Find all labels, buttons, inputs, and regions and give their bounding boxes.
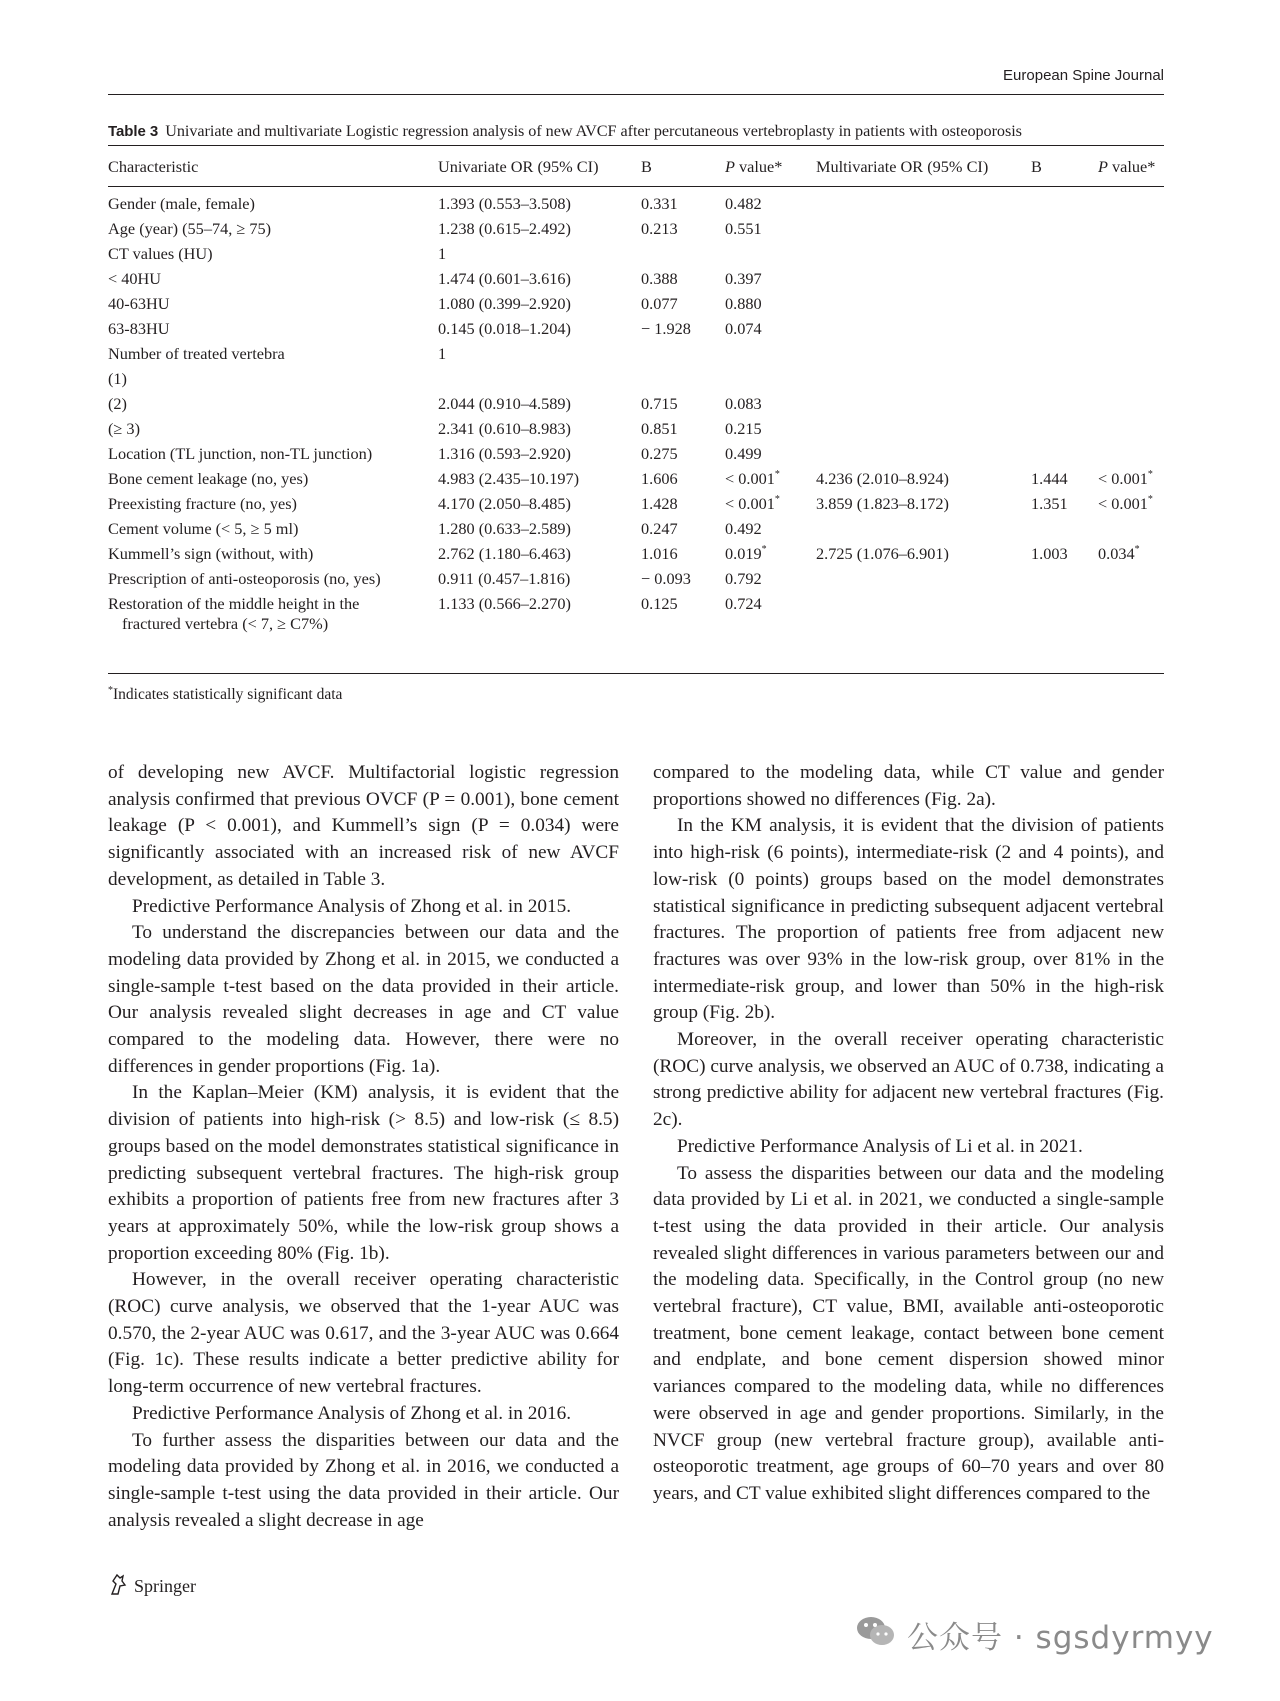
table-caption <box>108 122 1168 141</box>
cell-text: 4.170 (2.050–8.485) <box>438 494 571 513</box>
table-cell-u <box>438 419 571 439</box>
table-footnote <box>108 686 342 704</box>
table-cell-b <box>641 394 678 414</box>
cell-text: < 0.001 <box>1098 469 1148 488</box>
cell-text: 1.238 (0.615–2.492) <box>438 219 571 238</box>
cell-text: 1 <box>438 344 447 363</box>
cell-text: 4.983 (2.435–10.197) <box>438 469 580 488</box>
table-cell-u <box>438 594 571 614</box>
table-cell-p <box>725 569 762 589</box>
significance-mark: * <box>774 494 780 505</box>
cell-text: 1.003 <box>1031 544 1068 563</box>
table-cell-b <box>641 444 678 464</box>
table-header-rule <box>108 186 1164 187</box>
table-cell-c <box>108 444 372 464</box>
table-cell-p <box>725 394 762 414</box>
table-cell-b <box>641 494 678 514</box>
table-cell-b <box>641 569 691 589</box>
cell-text: Prescription of anti-osteoporosis (no, yes) <box>108 569 381 588</box>
table-cell-c <box>108 519 298 539</box>
table-caption-text: Univariate and multivariate Logistic regression analysis of new AVCF after percutaneous vertebroplasty in patients with osteoporosis <box>165 122 1022 140</box>
publisher-footer <box>108 1572 196 1601</box>
cell-text: 3.859 (1.823–8.172) <box>816 494 949 513</box>
table-cell-p <box>725 294 762 314</box>
table-cell-mb <box>1031 544 1068 564</box>
table-cell-p <box>725 544 767 564</box>
table-cell-c <box>108 369 127 389</box>
paragraph: compared to the modeling data, while CT value and gender proportions showed no differences (Fig. 2a). <box>653 762 1164 810</box>
col-header-univariate-b: B <box>641 157 652 176</box>
table-cell-b <box>641 469 678 489</box>
cell-text: Number of treated vertebra <box>108 344 285 363</box>
significance-mark: * <box>1134 544 1140 555</box>
table-cell-u <box>438 469 579 489</box>
text-column-left <box>108 760 619 1534</box>
col-header-univariate-p: P value* <box>725 157 783 176</box>
table-cell-p <box>725 469 780 489</box>
cell-text: 0.851 <box>641 419 678 438</box>
table-cell-p <box>725 319 762 339</box>
cell-text: 0.019 <box>725 544 762 563</box>
footnote-mark: * <box>108 685 113 696</box>
cell-text: 1.133 (0.566–2.270) <box>438 594 571 613</box>
table-cell-p <box>725 219 762 239</box>
table-cell-b <box>641 544 678 564</box>
significance-mark: * <box>1147 469 1153 480</box>
paragraph: In the KM analysis, it is evident that the division of patients into high-risk (6 points), intermediate-risk (2 and 4 points), and low-risk (0 points) groups based on the model demonstrates statistical significance in predicting subsequent adjacent vertebral fractures. The proportion of patients free from adjacent new fractures was over 93% in the low-risk group, over 81% in the intermediate-risk group, and lower than 50% in the high-risk group (Fig. 2b). <box>653 815 1164 1024</box>
wechat-icon <box>855 1613 897 1657</box>
col-header-multivariate-or: Multivariate OR (95% CI) <box>816 157 989 176</box>
table-cell-u <box>438 569 570 589</box>
cell-text: − 1.928 <box>641 319 691 338</box>
cell-text: 0.880 <box>725 294 762 313</box>
cell-text: 0.247 <box>641 519 678 538</box>
text-column-right <box>653 760 1164 1508</box>
cell-text: 1.016 <box>641 544 678 563</box>
table-cell-mp <box>1098 544 1140 564</box>
table-cell-b <box>641 294 678 314</box>
cell-text: 1.606 <box>641 469 678 488</box>
paragraph: Moreover, in the overall receiver operating characteristic (ROC) curve analysis, we observed an AUC of 0.738, indicating a strong predictive ability for adjacent new vertebral fractures (Fig. 2c). <box>653 1029 1164 1131</box>
table-cell-p <box>725 494 780 514</box>
col-header-multivariate-p: P value* <box>1098 157 1156 176</box>
paragraph: To further assess the disparities between our data and the modeling data provided by Zhong et al. in 2016, we conducted a single-sample t-test using the data provided in their article. Our analysis revealed a slight decrease in age <box>108 1429 619 1531</box>
table-cell-u <box>438 444 571 464</box>
cell-text: 0.388 <box>641 269 678 288</box>
cell-text: 40-63HU <box>108 294 170 313</box>
table-cell-b <box>641 519 678 539</box>
paragraph: To assess the disparities between our data and the modeling data provided by Li et al. in 2021, we conducted a single-sample t-test using the data provided in their article. Our analysis revealed slight differences in various parameters between our and the modeling data. Specifically, in the Control group (no new vertebral fracture), CT value, BMI, available anti-osteoporotic treatment, bone cement leakage, contact between bone cement and endplate, and bone cement dispersion showed minor variances compared to the modeling data, while no differences were observed in age and gender proportions. Similarly, in the NVCF group (new vertebral fracture group), available anti-osteoporotic treatment, age groups of 60–70 years and over 80 years, and CT value exhibited slight differences compared to the <box>653 1162 1164 1504</box>
cell-text: CT values (HU) <box>108 244 213 263</box>
cell-text: 1.351 <box>1031 494 1068 513</box>
table-top-rule <box>108 145 1164 146</box>
table-cell-m <box>816 469 949 489</box>
cell-text: Age (year) (55–74, ≥ 75) <box>108 219 272 238</box>
cell-line: fractured vertebra (< 7, ≥ C7%) <box>122 614 329 633</box>
section-heading: Predictive Performance Analysis of Zhong et al. in 2016. <box>132 1402 572 1424</box>
cell-text: 0.715 <box>641 394 678 413</box>
table-cell-mb <box>1031 494 1068 514</box>
significance-mark: * <box>761 544 767 555</box>
cell-text: 0.215 <box>725 419 762 438</box>
table-cell-p <box>725 519 762 539</box>
table-cell-c <box>108 419 140 439</box>
cell-text: 0.125 <box>641 594 678 613</box>
cell-line: Restoration of the middle height in the <box>108 594 360 613</box>
cell-text: 0.911 (0.457–1.816) <box>438 569 571 588</box>
paragraph: of developing new AVCF. Multifactorial logistic regression analysis confirmed that previous OVCF (P = 0.001), bone cement leakage (P < 0.001), and Kummell’s sign (P = 0.034) were significantly associated with an increased risk of new AVCF development, as detailed in Table 3. <box>108 762 619 890</box>
table-cell-c <box>108 319 170 339</box>
table-bottom-rule <box>108 673 1164 674</box>
cell-text: (≥ 3) <box>108 419 140 438</box>
cell-text: 1.080 (0.399–2.920) <box>438 294 571 313</box>
cell-text: 63-83HU <box>108 319 170 338</box>
table-cell-b <box>641 419 678 439</box>
cell-text: 0.213 <box>641 219 678 238</box>
significance-mark: * <box>774 469 780 480</box>
table-cell-mp <box>1098 469 1153 489</box>
paragraph: In the Kaplan–Meier (KM) analysis, it is evident that the division of patients into high-risk (> 8.5) and low-risk (≤ 8.5) groups based on the model demonstrates statistical significance in predicting subsequent vertebral fractures. The high-risk group exhibits a proportion of patients free from new fractures after 3 years at approximately 50%, while the low-risk group shows a proportion exceeding 80% (Fig. 1b). <box>108 1082 619 1264</box>
table-cell-u <box>438 219 571 239</box>
cell-text: < 0.001 <box>725 494 775 513</box>
table-cell-c <box>108 344 285 364</box>
table-cell-u <box>438 344 446 364</box>
table-cell-p <box>725 594 762 614</box>
cell-text: 0.499 <box>725 444 762 463</box>
table-cell-u <box>438 394 571 414</box>
wechat-watermark <box>855 1612 1214 1657</box>
table-cell-b <box>641 219 678 239</box>
cell-text: − 0.093 <box>641 569 691 588</box>
table-cell-b <box>641 194 678 214</box>
table-cell-m <box>816 494 949 514</box>
cell-text: 0.074 <box>725 319 762 338</box>
cell-text: 2.044 (0.910–4.589) <box>438 394 571 413</box>
table-cell-u <box>438 194 571 214</box>
table-cell-c <box>108 269 161 289</box>
cell-text: 2.762 (1.180–6.463) <box>438 544 571 563</box>
col-header-characteristic: Characteristic <box>108 157 199 176</box>
table-cell-u <box>438 494 571 514</box>
cell-text: 1.280 (0.633–2.589) <box>438 519 571 538</box>
cell-text: 1.444 <box>1031 469 1068 488</box>
cell-text: 0.034 <box>1098 544 1135 563</box>
cell-text: < 0.001 <box>725 469 775 488</box>
cell-text: 0.724 <box>725 594 762 613</box>
cell-text: 0.397 <box>725 269 762 288</box>
table-cell-u <box>438 269 571 289</box>
cell-text: 0.792 <box>725 569 762 588</box>
table-cell-c <box>108 569 381 589</box>
table-cell-mp <box>1098 494 1153 514</box>
springer-horse-icon <box>108 1572 128 1601</box>
table-cell-c <box>108 469 308 489</box>
table-cell-c <box>108 494 297 514</box>
cell-text: 0.551 <box>725 219 762 238</box>
cell-text: Kummell’s sign (without, with) <box>108 544 314 563</box>
table-cell-b <box>641 269 678 289</box>
header-rule <box>108 94 1164 95</box>
table-cell-c <box>108 594 408 634</box>
journal-name: European Spine Journal <box>1003 67 1164 84</box>
cell-text: 0.145 (0.018–1.204) <box>438 319 571 338</box>
table-cell-u <box>438 519 571 539</box>
table-cell-p <box>725 269 762 289</box>
cell-text: 1.428 <box>641 494 678 513</box>
col-header-multivariate-b: B <box>1031 157 1042 176</box>
cell-text: 1 <box>438 244 447 263</box>
watermark-text: 公众号 · sgsdyrmyy <box>907 1620 1214 1656</box>
cell-text: 4.236 (2.010–8.924) <box>816 469 949 488</box>
table-cell-u <box>438 244 446 264</box>
cell-text: Cement volume (< 5, ≥ 5 ml) <box>108 519 299 538</box>
table-cell-b <box>641 594 678 614</box>
publisher-name: Springer <box>134 1576 196 1596</box>
cell-text: 0.275 <box>641 444 678 463</box>
cell-text: 2.725 (1.076–6.901) <box>816 544 949 563</box>
table-cell-c <box>108 244 213 264</box>
cell-text: 1.474 (0.601–3.616) <box>438 269 571 288</box>
cell-text: (1) <box>108 369 127 388</box>
table-label: Table 3 <box>108 123 159 140</box>
table-cell-u <box>438 544 571 564</box>
cell-text: 0.083 <box>725 394 762 413</box>
table-cell-c <box>108 544 313 564</box>
table-cell-c <box>108 394 127 414</box>
cell-text: 0.482 <box>725 194 762 213</box>
paragraph: To understand the discrepancies between our data and the modeling data provided by Zhong et al. in 2015, we conducted a single-sample t-test based on the data provided in their article. Our analysis revealed slight decreases in age and CT value compared to the modeling data. However, there were no differences in gender proportions (Fig. 1a). <box>108 922 619 1077</box>
table-cell-p <box>725 194 762 214</box>
table-cell-c <box>108 219 271 239</box>
table-cell-b <box>641 319 691 339</box>
table-cell-c <box>108 194 255 214</box>
section-heading: Predictive Performance Analysis of Li et al. in 2021. <box>677 1135 1083 1157</box>
table-cell-p <box>725 419 762 439</box>
cell-text: Gender (male, female) <box>108 194 255 213</box>
cell-text: 0.331 <box>641 194 678 213</box>
cell-text: Bone cement leakage (no, yes) <box>108 469 309 488</box>
col-header-univariate-or: Univariate OR (95% CI) <box>438 157 599 176</box>
cell-text: (2) <box>108 394 127 413</box>
cell-text: Preexisting fracture (no, yes) <box>108 494 297 513</box>
significance-mark: * <box>1147 494 1153 505</box>
cell-text: Location (TL junction, non-TL junction) <box>108 444 373 463</box>
cell-text: < 40HU <box>108 269 162 288</box>
footnote-text: Indicates statistically significant data <box>113 686 343 703</box>
cell-text: < 0.001 <box>1098 494 1148 513</box>
cell-text: 1.316 (0.593–2.920) <box>438 444 571 463</box>
cell-text: 1.393 (0.553–3.508) <box>438 194 571 213</box>
cell-text: 0.492 <box>725 519 762 538</box>
table-cell-p <box>725 444 762 464</box>
cell-text: 0.077 <box>641 294 678 313</box>
table-cell-mb <box>1031 469 1068 489</box>
paragraph: However, in the overall receiver operating characteristic (ROC) curve analysis, we observed that the 1-year AUC was 0.570, the 2-year AUC was 0.617, and the 3-year AUC was 0.664 (Fig. 1c). These results indicate a better predictive ability for long-term occurrence of new vertebral fractures. <box>108 1269 619 1398</box>
table-cell-u <box>438 319 571 339</box>
table-cell-m <box>816 544 949 564</box>
table-cell-u <box>438 294 571 314</box>
section-heading: Predictive Performance Analysis of Zhong et al. in 2015. <box>132 895 572 917</box>
cell-text: 2.341 (0.610–8.983) <box>438 419 571 438</box>
table-cell-c <box>108 294 170 314</box>
